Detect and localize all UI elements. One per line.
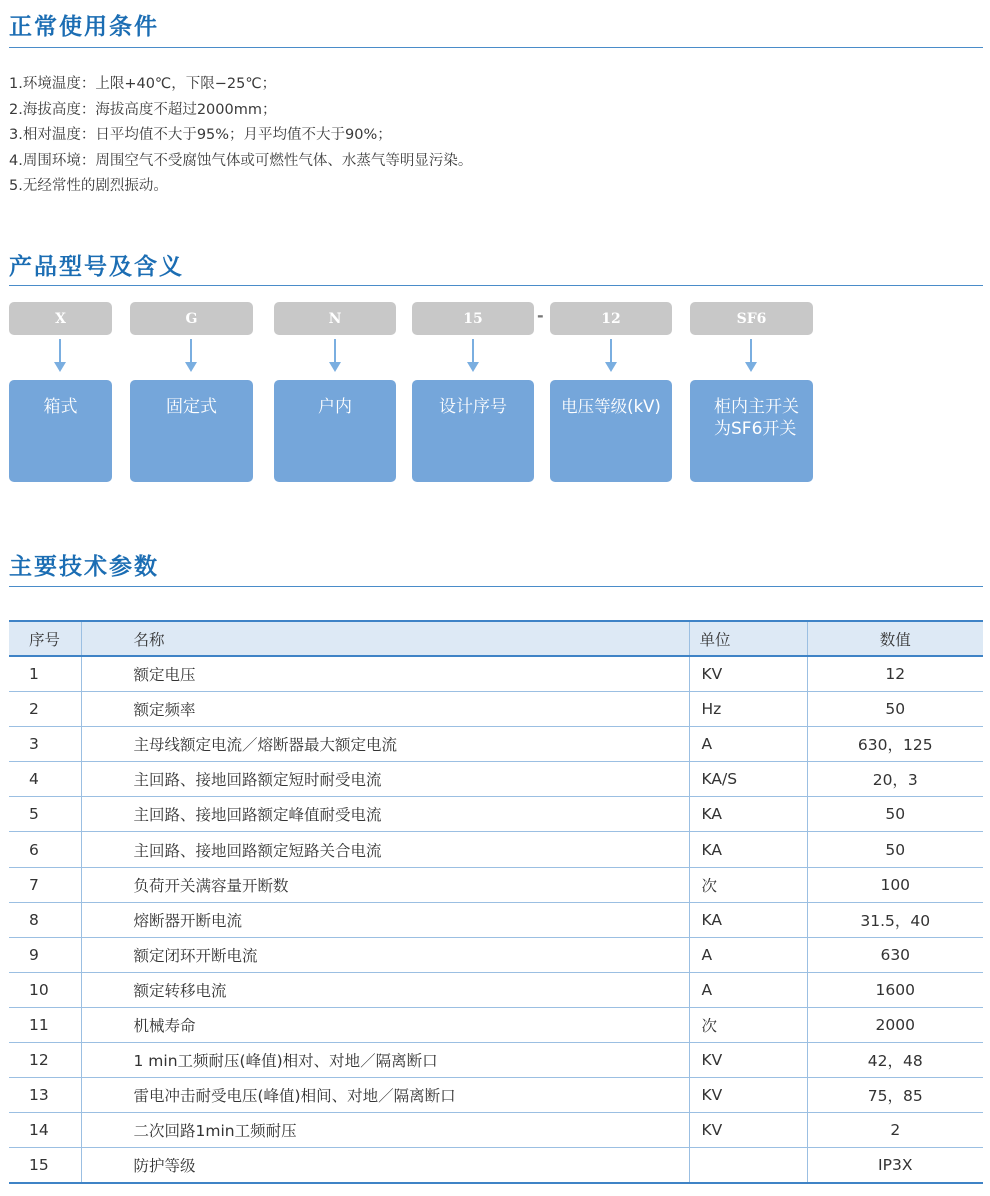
row-unit: KA/S: [689, 762, 807, 797]
arrow-down-icon: [185, 339, 197, 373]
row-no: 14: [9, 1113, 81, 1148]
row-unit: KV: [689, 656, 807, 692]
table-row: [9, 762, 983, 797]
row-value: 630，125: [807, 727, 983, 762]
row-no: 15: [9, 1148, 81, 1184]
table-row: [9, 797, 983, 832]
code-box-12: 12: [550, 302, 672, 335]
table-row: [9, 1148, 983, 1184]
row-name: 1 min工频耐压(峰值)相对、对地／隔离断口: [81, 1043, 689, 1078]
row-unit: [689, 1148, 807, 1184]
row-name: 额定转移电流: [81, 972, 689, 1007]
row-no: 12: [9, 1043, 81, 1078]
row-unit: 次: [689, 867, 807, 902]
condition-item: 5.无经常性的剧烈振动。: [9, 178, 168, 194]
header-unit: 单位: [689, 621, 807, 656]
arrow-down-icon: [745, 339, 757, 373]
row-value: IP3X: [807, 1148, 983, 1184]
row-value: 2000: [807, 1007, 983, 1042]
row-unit: KA: [689, 832, 807, 867]
condition-item: 4.周围环境：周围空气不受腐蚀气体或可燃性气体、水蒸气等明显污染。: [9, 152, 473, 169]
conditions-list: [9, 72, 472, 200]
code-box-g: G: [130, 302, 253, 335]
row-value: 50: [807, 832, 983, 867]
row-unit: Hz: [689, 692, 807, 727]
row-unit: A: [689, 937, 807, 972]
table-row: [9, 972, 983, 1007]
table-header-row: [9, 621, 983, 656]
arrow-down-icon: [467, 339, 479, 373]
row-name: 熔断器开断电流: [81, 902, 689, 937]
table-row: [9, 902, 983, 937]
row-value: 2: [807, 1113, 983, 1148]
row-no: 6: [9, 832, 81, 867]
table-row: [9, 867, 983, 902]
row-no: 13: [9, 1078, 81, 1113]
code-box-15: 15: [412, 302, 534, 335]
conditions-divider: [9, 47, 983, 48]
header-no: 序号: [9, 621, 81, 656]
table-row: [9, 692, 983, 727]
row-value: 75，85: [807, 1078, 983, 1113]
row-value: 100: [807, 867, 983, 902]
condition-item: 1.环境温度：上限+40℃，下限−25℃；: [9, 76, 277, 92]
model-title: 产品型号及含义: [9, 254, 184, 280]
row-name: 额定频率: [81, 692, 689, 727]
row-no: 5: [9, 797, 81, 832]
row-name: 主母线额定电流／熔断器最大额定电流: [81, 727, 689, 762]
table-row: [9, 727, 983, 762]
table-row: [9, 1007, 983, 1042]
meaning-box-voltage: 电压等级(kV): [550, 380, 672, 482]
row-value: 42，48: [807, 1043, 983, 1078]
row-unit: A: [689, 727, 807, 762]
row-no: 4: [9, 762, 81, 797]
row-no: 10: [9, 972, 81, 1007]
row-name: 主回路、接地回路额定短路关合电流: [81, 832, 689, 867]
row-value: 20，3: [807, 762, 983, 797]
header-name: 名称: [81, 621, 689, 656]
row-name: 主回路、接地回路额定短时耐受电流: [81, 762, 689, 797]
params-title: 主要技术参数: [9, 554, 159, 580]
condition-item: 2.海拔高度：海拔高度不超过2000mm；: [9, 101, 277, 118]
row-no: 8: [9, 902, 81, 937]
row-name: 负荷开关满容量开断数: [81, 867, 689, 902]
code-box-n: N: [274, 302, 396, 335]
row-no: 2: [9, 692, 81, 727]
code-box-x: X: [9, 302, 112, 335]
row-unit: KV: [689, 1078, 807, 1113]
row-name: 防护等级: [81, 1148, 689, 1184]
row-value: 12: [807, 656, 983, 692]
meaning-box-type: 箱式: [9, 380, 112, 482]
row-no: 3: [9, 727, 81, 762]
table-row: [9, 1043, 983, 1078]
row-name: 额定电压: [81, 656, 689, 692]
row-name: 主回路、接地回路额定峰值耐受电流: [81, 797, 689, 832]
row-no: 7: [9, 867, 81, 902]
row-name: 雷电冲击耐受电压(峰值)相间、对地／隔离断口: [81, 1078, 689, 1113]
row-unit: KA: [689, 902, 807, 937]
meaning-box-fixed: 固定式: [130, 380, 253, 482]
row-name: 额定闭环开断电流: [81, 937, 689, 972]
arrow-down-icon: [54, 339, 66, 373]
row-no: 9: [9, 937, 81, 972]
row-unit: A: [689, 972, 807, 1007]
row-unit: KV: [689, 1113, 807, 1148]
arrow-down-icon: [329, 339, 341, 373]
model-divider: [9, 285, 983, 286]
row-unit: 次: [689, 1007, 807, 1042]
params-table: [9, 620, 983, 1184]
row-no: 11: [9, 1007, 81, 1042]
row-no: 1: [9, 656, 81, 692]
condition-item: 3.相对温度：日平均值不大于95%；月平均值不大于90%；: [9, 127, 392, 143]
table-row: [9, 832, 983, 867]
table-row: [9, 937, 983, 972]
row-unit: KV: [689, 1043, 807, 1078]
meaning-box-switch: 柜内主开关为SF6开关: [690, 380, 813, 482]
row-value: 50: [807, 692, 983, 727]
row-value: 630: [807, 937, 983, 972]
row-value: 50: [807, 797, 983, 832]
conditions-title: 正常使用条件: [9, 14, 159, 40]
row-value: 31.5，40: [807, 902, 983, 937]
meaning-box-indoor: 户内: [274, 380, 396, 482]
arrow-down-icon: [605, 339, 617, 373]
header-value: 数值: [807, 621, 983, 656]
params-divider: [9, 586, 983, 587]
row-unit: KA: [689, 797, 807, 832]
row-name: 二次回路1min工频耐压: [81, 1113, 689, 1148]
code-box-sf6: SF6: [690, 302, 813, 335]
table-row: [9, 1113, 983, 1148]
table-row: [9, 656, 983, 692]
code-dash: -: [537, 306, 544, 325]
table-row: [9, 1078, 983, 1113]
row-name: 机械寿命: [81, 1007, 689, 1042]
meaning-box-design-no: 设计序号: [412, 380, 534, 482]
row-value: 1600: [807, 972, 983, 1007]
